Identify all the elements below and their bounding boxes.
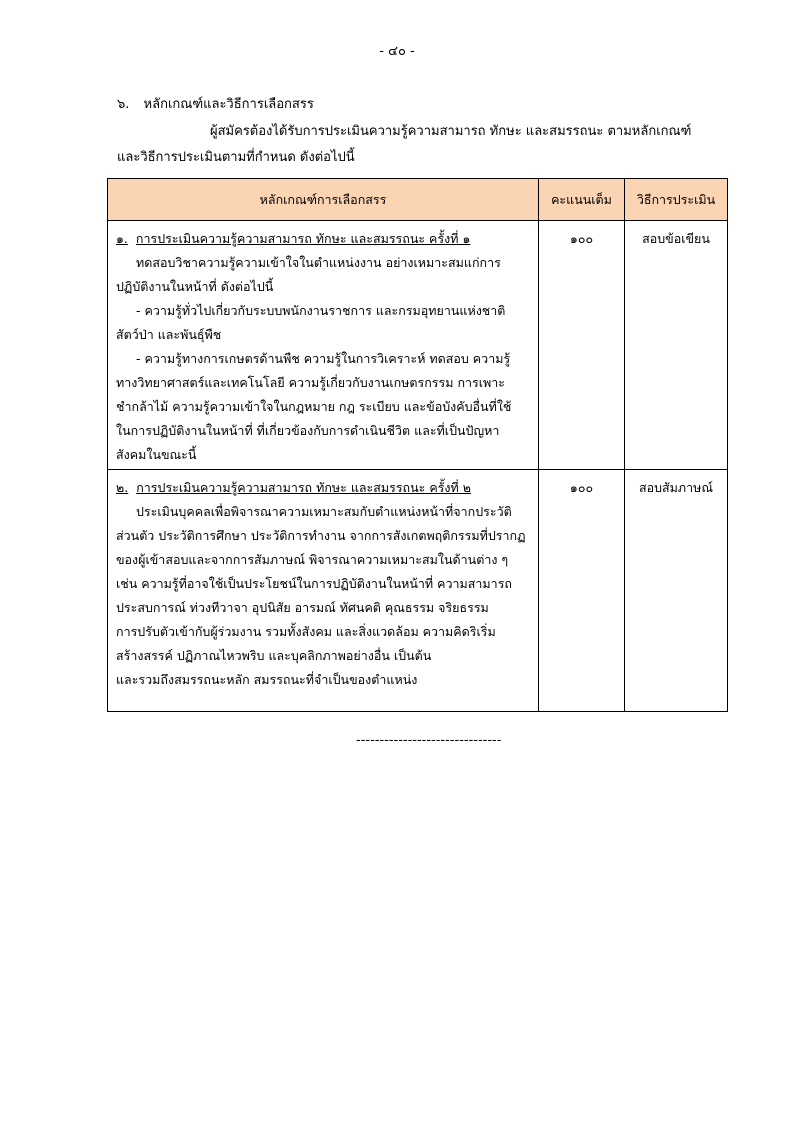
full-score-cell: ๑๐๐ bbox=[539, 221, 625, 470]
criteria-line: สัตว์ป่า และพันธุ์พืช bbox=[116, 327, 222, 342]
criteria-line: เช่น ความรู้ที่อาจใช้เป็นประโยชน์ในการปฏิบัติงานในหน้าที่ ความสามารถ bbox=[116, 576, 512, 591]
section-number: ๖. bbox=[117, 97, 130, 112]
criteria-line: และรวมถึงสมรรถนะหลัก สมรรถนะที่จำเป็นของตำแหน่ง bbox=[116, 672, 418, 687]
criteria-line: ปฏิบัติงานในหน้าที่ ดังต่อไปนี้ bbox=[116, 279, 274, 294]
intro-text-line-2: และวิธีการประเมินตามที่กำหนด ดังต่อไปนี้ bbox=[117, 150, 355, 165]
criteria-line: สังคมในขณะนี้ bbox=[116, 447, 197, 462]
criteria-line: ชำกล้าไม้ ความรู้ความเข้าใจในกฎหมาย กฎ ระเบียบ และข้อบังคับอื่นที่ใช้ bbox=[116, 399, 512, 414]
section-title: หลักเกณฑ์และวิธีการเลือกสรร bbox=[143, 97, 314, 112]
criteria-cell bbox=[108, 470, 539, 712]
criteria-line: ในการปฏิบัติงานในหน้าที่ ที่เกี่ยวข้องกับการดำเนินชีวิต และที่เป็นปัญหา bbox=[116, 423, 500, 438]
full-score-cell: ๑๐๐ bbox=[539, 470, 625, 712]
criteria-line: ทางวิทยาศาสตร์และเทคโนโลยี ความรู้เกี่ยวกับงานเกษตรกรรม การเพาะ bbox=[116, 375, 505, 390]
criteria-line: ทดสอบวิชาความรู้ความเข้าใจในตำแหน่งงาน อย่างเหมาะสมแก่การ bbox=[136, 255, 501, 270]
header-full-score: คะแนนเต็ม bbox=[539, 179, 625, 221]
criteria-title bbox=[116, 227, 530, 251]
table-row bbox=[108, 470, 728, 712]
criteria-number: ๒. bbox=[116, 480, 129, 495]
header-criteria: หลักเกณฑ์การเลือกสรร bbox=[108, 179, 539, 221]
criteria-line: - ความรู้ทั่วไปเกี่ยวกับระบบพนักงานราชการ และกรมอุทยานแห่งชาติ bbox=[136, 303, 506, 318]
evaluation-method-cell: สอบสัมภาษณ์ bbox=[625, 470, 728, 712]
page-number: - ๔๐ - bbox=[379, 44, 415, 59]
criteria-title-text: การประเมินความรู้ความสามารถ ทักษะ และสมรรถนะ ครั้งที่ ๒ bbox=[136, 480, 471, 495]
criteria-line: สร้างสรรค์ ปฏิภาณไหวพริบ และบุคลิกภาพอย่างอื่น เป็นต้น bbox=[116, 648, 432, 663]
criteria-line: - ความรู้ทางการเกษตรด้านพืช ความรู้ในการวิเคราะห์ ทดสอบ ความรู้ bbox=[136, 351, 511, 366]
table-header-row bbox=[108, 179, 728, 221]
evaluation-method-cell: สอบข้อเขียน bbox=[625, 221, 728, 470]
header-evaluation-method: วิธีการประเมิน bbox=[625, 179, 728, 221]
intro-text-line-1: ผู้สมัครต้องได้รับการประเมินความรู้ความสามารถ ทักษะ และสมรรถนะ ตามหลักเกณฑ์ bbox=[210, 124, 692, 139]
section-heading bbox=[117, 93, 314, 114]
criteria-title bbox=[116, 476, 530, 500]
criteria-line: ประสบการณ์ ท่วงทีวาจา อุปนิสัย อารมณ์ ทัศนคติ คุณธรรม จริยธรรม bbox=[116, 600, 489, 615]
end-separator: ------------------------------- bbox=[356, 733, 502, 748]
selection-criteria-table bbox=[107, 178, 728, 712]
criteria-line: การปรับตัวเข้ากับผู้ร่วมงาน รวมทั้งสังคม และสิ่งแวดล้อม ความคิดริเริ่ม bbox=[116, 624, 496, 639]
criteria-line: ประเมินบุคคลเพื่อพิจารณาความเหมาะสมกับตำแหน่งหน้าที่จากประวัติ bbox=[136, 504, 512, 519]
criteria-line: ส่วนตัว ประวัติการศึกษา ประวัติการทำงาน จากการสังเกตพฤติกรรมที่ปรากฏ bbox=[116, 528, 526, 543]
table-row bbox=[108, 221, 728, 470]
criteria-cell bbox=[108, 221, 539, 470]
criteria-line: ของผู้เข้าสอบและจากการสัมภาษณ์ พิจารณาความเหมาะสมในด้านต่าง ๆ bbox=[116, 552, 509, 567]
criteria-title-text: การประเมินความรู้ความสามารถ ทักษะ และสมรรถนะ ครั้งที่ ๑ bbox=[135, 231, 471, 246]
criteria-number: ๑. bbox=[116, 231, 128, 246]
